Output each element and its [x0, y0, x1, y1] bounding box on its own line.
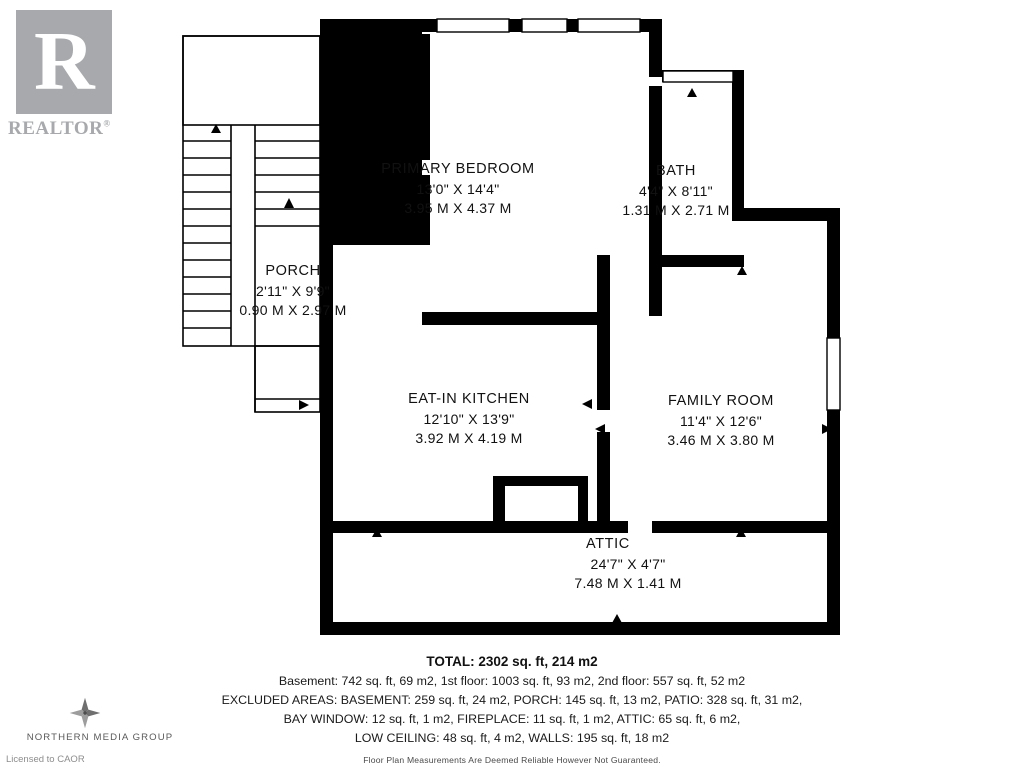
room-dim-imperial: 4'4" X 8'11"	[639, 182, 713, 199]
summary-disclaimer: Floor Plan Measurements Are Deemed Reliable However Not Guaranteed.	[363, 755, 661, 766]
room-dim-imperial: 11'4" X 12'6"	[680, 412, 762, 429]
room-dim-imperial: 12'10" X 13'9"	[423, 410, 515, 427]
exterior-walls	[320, 19, 840, 635]
license-text: Licensed to CAOR	[6, 754, 85, 765]
room-dim-metric: 3.46 M X 3.80 M	[667, 432, 775, 449]
room-dim-imperial: 2'11" X 9'9"	[256, 282, 330, 299]
summary-line: BAY WINDOW: 12 sq. ft, 1 m2, FIREPLACE: 11 sq. ft, 1 m2, ATTIC: 65 sq. ft, 6 m2,	[283, 711, 741, 726]
room-dim-metric: 0.90 M X 2.97 M	[239, 302, 347, 319]
room-dim-metric: 3.95 M X 4.37 M	[404, 200, 512, 217]
brand-footer	[20, 696, 240, 744]
summary-line: LOW CEILING: 48 sq. ft, 4 m2, WALLS: 195 sq. ft, 18 m2	[354, 730, 670, 745]
summary-line: Basement: 742 sq. ft, 69 m2, 1st floor: 1003 sq. ft, 93 m2, 2nd floor: 557 sq. ft, 52 m2	[278, 674, 746, 688]
room-name: PRIMARY BEDROOM	[381, 161, 535, 177]
realtor-logo-letter: R	[34, 15, 95, 108]
compass-icon	[68, 696, 102, 730]
room-dim-metric: 7.48 M X 1.41 M	[574, 575, 682, 592]
room-dim-imperial: 24'7" X 4'7"	[590, 555, 666, 572]
summary-total: TOTAL: 2302 sq. ft, 214 m2	[426, 654, 598, 669]
room-dim-metric: 1.31 M X 2.71 M	[622, 202, 730, 219]
room-name: FAMILY ROOM	[668, 393, 774, 409]
room-name: PORCH	[265, 263, 321, 279]
brand-name: NORTHERN MEDIA GROUP	[26, 732, 174, 743]
room-name: BATH	[656, 163, 696, 179]
room-name: EAT-IN KITCHEN	[408, 391, 530, 407]
realtor-wordmark-text: REALTOR	[8, 118, 104, 139]
room-name: ATTIC	[586, 536, 630, 552]
stair-direction-arrows	[211, 124, 294, 208]
registered-mark: ®	[103, 118, 111, 129]
room-dim-metric: 3.92 M X 4.19 M	[415, 430, 523, 447]
summary-line: EXCLUDED AREAS: BASEMENT: 259 sq. ft, 24 m2, PORCH: 145 sq. ft, 13 m2, PATIO: 328 sq. ft, 31 m2,	[221, 692, 803, 707]
porch-structure	[183, 36, 320, 412]
room-dim-imperial: 13'0" X 14'4"	[416, 180, 500, 197]
